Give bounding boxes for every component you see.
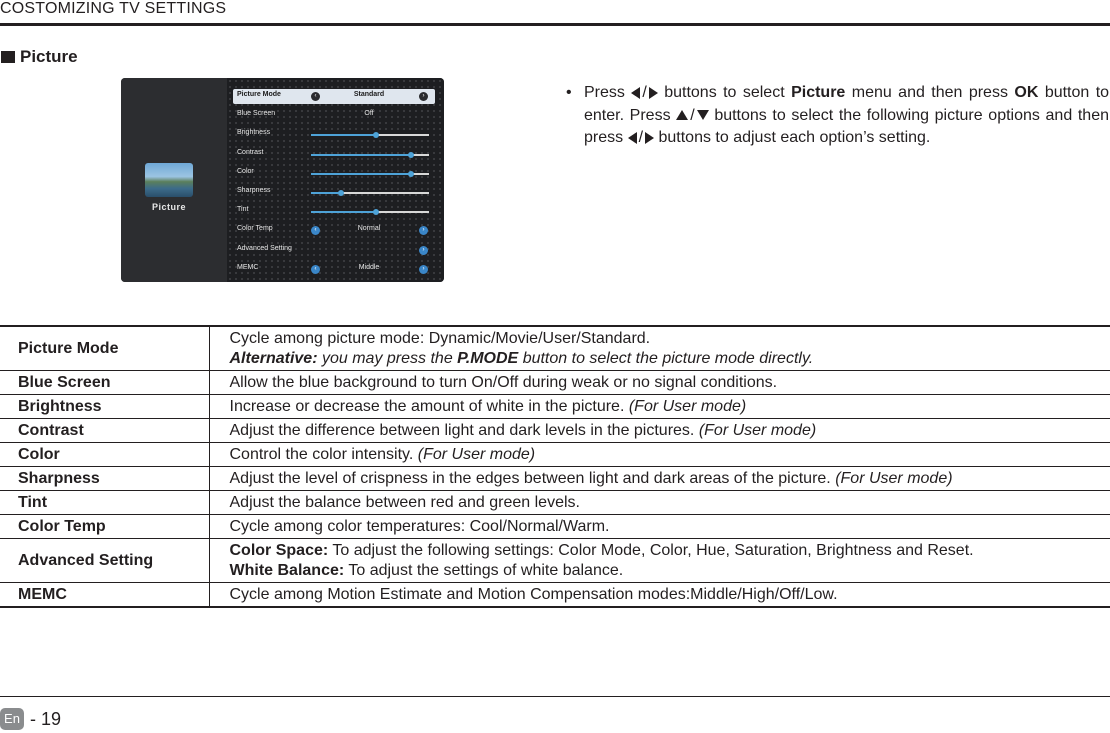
tv-slider-knob [373,132,379,138]
desc-text: Increase or decrease the amount of white in the picture. [229,398,625,415]
tv-menu-label: Sharpness [237,187,271,194]
tv-slider-fill [311,192,341,194]
square-bullet-icon [1,51,15,63]
instructions: • Press / buttons to select Picture menu and then press OK button to enter. Press / buttons to select the following picture options and then press / buttons to adjust each option’s setting. [566,84,1110,146]
setting-name: Sharpness [0,467,209,491]
table-row [0,583,1110,608]
tv-menu-value: Normal [357,225,381,233]
setting-description [209,443,1110,467]
tv-menu-item [233,204,435,219]
desc-label: White Balance: [229,562,345,579]
down-arrow-icon [697,110,709,120]
tv-menu-label: Picture Mode [237,91,281,98]
setting-name: Color Temp [0,515,209,539]
desc-text: Cycle among picture mode: Dynamic/Movie/User/Standard. [229,330,651,347]
picture-thumbnail-icon [145,163,193,197]
tv-menu-label: Brightness [237,129,271,137]
section-heading [1,47,78,67]
tv-slider [311,154,429,156]
up-arrow-icon [676,110,688,120]
tv-menu-item [233,166,435,181]
setting-description [209,395,1110,419]
tv-slider [311,211,429,213]
tv-menu-label: Advanced Setting [237,244,292,252]
chevron-right-icon: › [419,92,428,101]
setting-name: Color [0,443,209,467]
setting-name: Advanced Setting [0,539,209,583]
setting-name: Contrast [0,419,209,443]
tv-menu-item [233,223,435,238]
tv-picture-menu [227,78,444,282]
tv-menu-value: Standard [353,91,385,98]
desc-line [230,561,1110,581]
alt-key: P.MODE [457,350,519,367]
chevron-right-icon: › [419,246,428,255]
right-arrow-icon [645,132,654,144]
tv-menu-item [233,127,435,142]
alt-label: Alternative: [229,350,318,367]
tv-menu-item [233,262,435,277]
language-badge: En [0,708,24,730]
chevron-right-icon: › [419,265,428,274]
right-arrow-icon [649,87,658,99]
page-header-title: COSTOMIZING TV SETTINGS [0,0,227,17]
tv-slider [311,134,429,136]
tv-slider-fill [311,173,411,175]
tv-slider [311,173,429,175]
desc-text: Allow the blue background to turn On/Off during weak or no signal conditions. [229,374,778,391]
alt-text: you may press the [321,350,453,367]
desc-note: (For User mode) [628,398,747,415]
setting-description [209,515,1110,539]
table-row [0,419,1110,443]
setting-description [209,326,1110,371]
tv-menu-screenshot [121,78,444,282]
table-row [0,371,1110,395]
tv-menu-label: Tint [237,206,249,214]
setting-name: MEMC [0,583,209,608]
desc-alternative [230,349,1110,369]
chevron-left-icon: ‹ [311,92,320,101]
instr-bold: OK [1014,84,1039,101]
tv-slider-knob [373,209,379,215]
desc-text: Adjust the balance between red and green levels. [229,494,580,511]
tv-menu-item [233,108,435,123]
setting-name: Picture Mode [0,326,209,371]
tv-menu-label: Blue Screen [237,110,276,118]
tv-slider-knob [408,171,414,177]
tv-slider-knob [338,190,344,196]
setting-description [209,491,1110,515]
tv-slider-fill [311,211,376,213]
desc-text: Cycle among Motion Estimate and Motion Compensation modes:Middle/High/Off/Low. [229,586,838,603]
tv-menu-value: Middle [358,263,380,271]
chevron-right-icon: › [419,226,428,235]
chevron-left-icon: ‹ [311,265,320,274]
tv-menu-label: Color Temp [237,225,273,233]
setting-name: Brightness [0,395,209,419]
tv-side-panel [121,78,227,282]
tv-slider-knob [408,152,414,158]
tv-menu-label: Contrast [237,148,264,156]
desc-note: (For User mode) [417,446,536,463]
table-row [0,491,1110,515]
desc-text: Adjust the difference between light and dark levels in the pictures. [229,422,695,439]
table-row [0,395,1110,419]
tv-menu-item [233,147,435,162]
desc-label: Color Space: [229,542,329,559]
chevron-left-icon: ‹ [311,226,320,235]
desc-text: Cycle among color temperatures: Cool/Normal/Warm. [229,518,610,535]
setting-description [209,583,1110,608]
left-arrow-icon [628,132,637,144]
footer-dash: - [30,708,36,729]
footer-rule [0,696,1110,697]
tv-menu-label: Color [237,167,254,175]
desc-line [230,541,1110,561]
tv-menu-item [233,243,435,258]
tv-slider-fill [311,134,376,136]
setting-name: Blue Screen [0,371,209,395]
table-row [0,539,1110,583]
section-title: Picture [20,47,78,66]
tv-slider [311,192,429,194]
instr-text: buttons to select the following picture options and then press [584,106,1109,146]
page-footer [0,708,61,730]
table-row [0,467,1110,491]
table-row [0,326,1110,371]
table-row [0,443,1110,467]
instr-bold: Picture [791,84,846,101]
tv-menu-item [233,185,435,200]
instr-text: menu and then press [851,84,1008,101]
desc-note: (For User mode) [835,470,953,487]
tv-side-label: Picture [151,202,186,212]
page-number: 19 [41,708,62,729]
settings-table [0,325,1110,608]
desc-text: To adjust the settings of white balance. [348,562,624,579]
tv-menu-item [233,89,435,104]
setting-description [209,467,1110,491]
tv-slider-fill [311,154,411,156]
tv-menu-value: Off [364,110,374,118]
instr-text: button to enter. Press [584,84,1110,124]
header-rule [0,23,1110,26]
tv-menu-label: MEMC [237,263,259,271]
desc-note: (For User mode) [698,422,817,439]
setting-description [209,539,1110,583]
instr-text: Press [584,84,625,101]
instr-text: buttons to adjust each option’s setting. [658,129,931,146]
table-row [0,515,1110,539]
desc-text: Control the color intensity. [229,446,414,463]
bullet: • [566,84,572,101]
alt-text: button to select the picture mode directly. [522,350,814,367]
instr-text: buttons to select [664,84,785,101]
desc-text: Adjust the level of crispness in the edges between light and dark areas of the picture. [229,470,831,487]
left-arrow-icon [631,87,640,99]
setting-description [209,371,1110,395]
setting-description [209,419,1110,443]
setting-name: Tint [0,491,209,515]
desc-text: To adjust the following settings: Color Mode, Color, Hue, Saturation, Brightness and Reset. [332,542,974,559]
